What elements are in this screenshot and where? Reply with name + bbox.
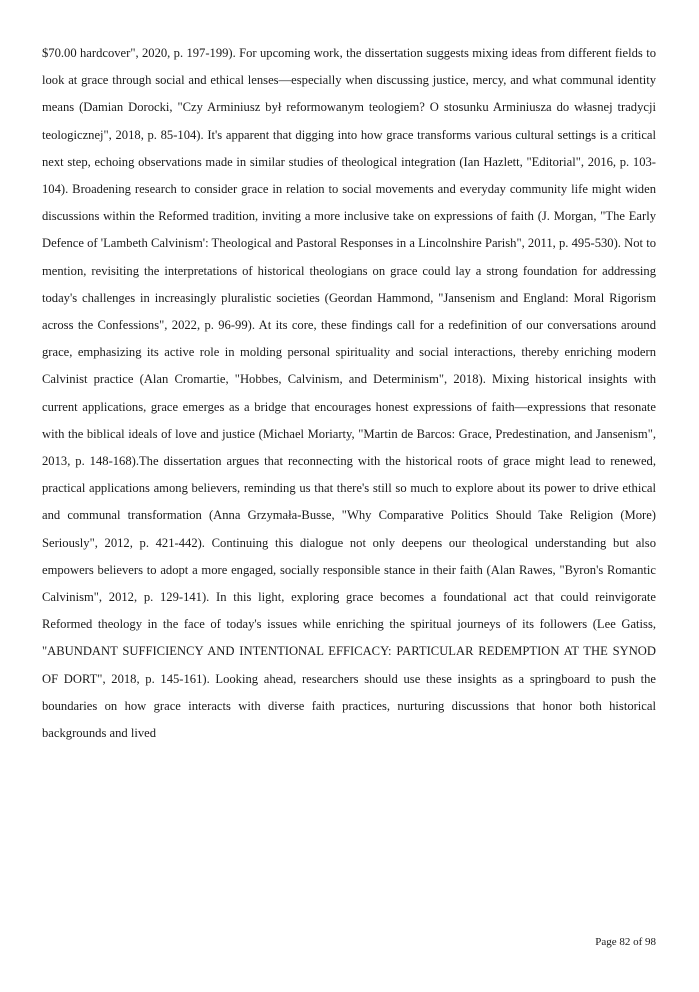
body-paragraph: $70.00 hardcover", 2020, p. 197-199). For upcoming work, the dissertation suggests mixing ideas from different fields to look at grace through social and ethical lenses—especially when discussing justice, mercy, and what communal identity means (Damian Dorocki, "Czy Arminiusz był reformowanym teologiem? O stosunku Arminiusza do własnej tradycji teologicznej", 2018, p. 85-104). It's apparent that digging into how grace transforms various cultural settings is a critical next step, echoing observations made in similar studies of theological integration (Ian Hazlett, "Editorial", 2016, p. 103-104). Broadening research to consider grace in relation to social movements and everyday community life might widen discussions within the Reformed tradition, inviting a more inclusive take on expressions of faith (J. Morgan, "The Early Defence of 'Lambeth Calvinism': Theological and Pastoral Responses in a Lincolnshire Parish", 2011, p. 495-530). Not to mention, revisiting the interpretations of historical theologians on grace could lay a strong foundation for addressing today's challenges in increasingly pluralistic societies (Geordan Hammond, "Jansenism and England: Moral Rigorism across the Confessions", 2022, p. 96-99). At its core, these findings call for a redefinition of our conversations around grace, emphasizing its active role in molding personal spirituality and social interactions, thereby enriching modern Calvinist practice (Alan Cromartie, "Hobbes, Calvinism, and Determinism", 2018). Mixing historical insights with current applications, grace emerges as a bridge that encourages honest expressions of faith—expressions that resonate with the biblical ideals of love and justice (Michael Moriarty, "Martin de Barcos: Grace, Predestination, and Jansenism", 2013, p. 148-168).The dissertation argues that reconnecting with the historical roots of grace might lead to renewed, practical applications among believers, reminding us that there's still so much to explore about its power to drive ethical and communal transformation (Anna Grzymała-Busse, "Why Comparative Politics Should Take Religion (More) Seriously", 2012, p. 421-442). Continuing this dialogue not only deepens our theological understanding but also empowers believers to adopt a more engaged, socially responsible stance in their faith (Alan Rawes, "Byron's Romantic Calvinism", 2012, p. 129-141). In this light, exploring grace becomes a foundational act that could reinvigorate Reformed theology in the face of today's issues while enriching the spiritual journeys of its followers (Lee Gatiss, "ABUNDANT SUFFICIENCY AND INTENTIONAL EFFICACY: PARTICULAR REDEMPTION AT THE SYNOD OF DORT", 2018, p. 145-161). Looking ahead, researchers should use these insights as a springboard to push the boundaries on how grace interacts with diverse faith practices, nurturing discussions that honor both historical backgrounds and lived <box>42 46 656 741</box>
page-number: Page 82 of 98 <box>595 936 656 948</box>
